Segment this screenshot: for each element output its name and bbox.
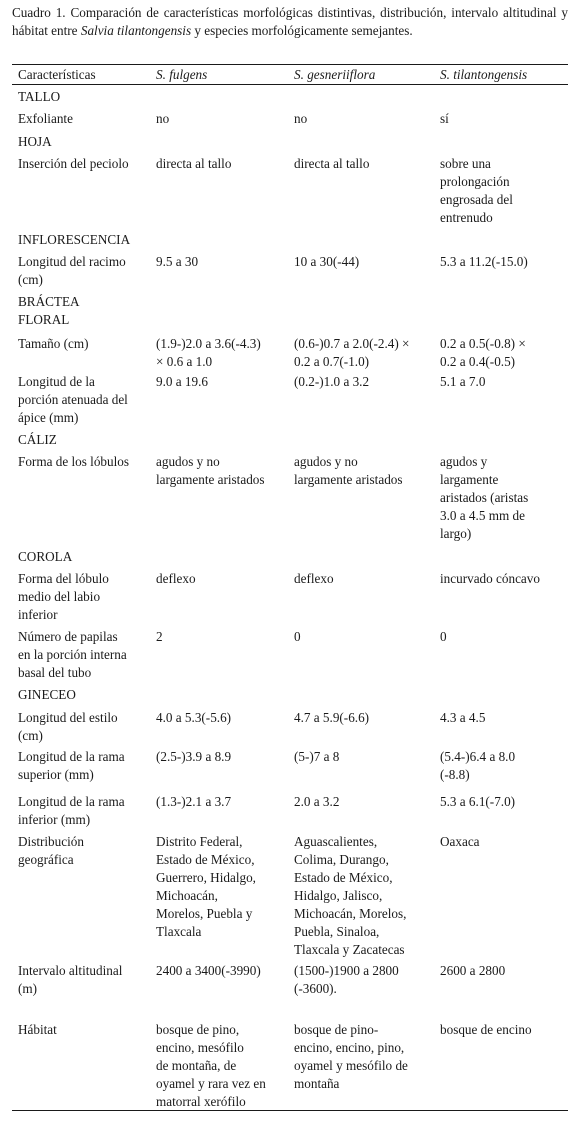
- table-cell: [156, 748, 231, 766]
- cell-line: (-8.8): [440, 767, 470, 782]
- row-label-cell: [18, 453, 129, 471]
- table-cell: [294, 570, 334, 588]
- section-heading: [18, 293, 80, 329]
- table-cell: [294, 253, 359, 271]
- table-cell: [440, 793, 515, 811]
- cell-line: Tlaxcala: [156, 924, 202, 939]
- caption-species: Salvia tilantongensis: [80, 23, 192, 38]
- cell-line: directa al tallo: [294, 156, 370, 171]
- table-cell: [294, 628, 301, 646]
- cell-line: sí: [440, 111, 449, 126]
- table-cell: [294, 453, 403, 489]
- section-heading-line: HOJA: [18, 134, 52, 149]
- cell-line: Forma de los lóbulos: [18, 454, 129, 469]
- table-cell: [156, 628, 163, 646]
- cell-line: 0: [440, 629, 447, 644]
- section-heading-line: BRÁCTEA: [18, 294, 80, 309]
- section-heading: [18, 231, 130, 249]
- cell-line: (2.5-)3.9 a 8.9: [156, 749, 232, 764]
- cell-line: Distrito Federal,: [156, 834, 243, 849]
- cell-line: sobre una: [440, 156, 491, 171]
- cell-line: Longitud del estilo: [18, 710, 118, 725]
- row-label-cell: [18, 793, 125, 829]
- cell-line: 4.7 a 5.9(-6.6): [294, 710, 370, 725]
- table-cell: [294, 833, 406, 959]
- cell-line: engrosada del: [440, 192, 513, 207]
- table-cell: [156, 962, 261, 980]
- cell-line: 3.0 a 4.5 mm de: [440, 508, 525, 523]
- cell-line: Hidalgo, Jalisco,: [294, 888, 383, 903]
- caption-prefix: Cuadro 1. Comparación de características morfológicas distintivas, distribución, intervalo altitudinal y hábitat entre: [12, 5, 568, 38]
- table-cell: [156, 1021, 266, 1111]
- table-cell: [294, 709, 369, 727]
- cell-line: largamente aristados: [294, 472, 403, 487]
- header-s-gesneriiflora: S. gesneriiflora: [294, 67, 376, 82]
- section-heading: [18, 548, 72, 566]
- cell-line: Longitud de la: [18, 374, 95, 389]
- cell-line: (cm): [18, 728, 43, 743]
- table-cell: [156, 110, 169, 128]
- cell-line: Puebla, Sinaloa,: [294, 924, 380, 939]
- cell-line: (0.6-)0.7 a 2.0(-2.4) ×: [294, 336, 410, 351]
- cell-line: (1.3-)2.1 a 3.7: [156, 794, 232, 809]
- table-caption: [12, 4, 568, 40]
- row-label-cell: [18, 253, 126, 289]
- cell-line: 0: [294, 629, 301, 644]
- table-cell: [440, 628, 447, 646]
- cell-line: 2400 a 3400(-3990): [156, 963, 261, 978]
- cell-line: oyamel y rara vez en: [156, 1076, 266, 1091]
- table-cell: [440, 335, 526, 371]
- cell-line: directa al tallo: [156, 156, 232, 171]
- table-cell: [440, 1021, 532, 1039]
- cell-line: Longitud de la rama: [18, 794, 125, 809]
- cell-line: 2600 a 2800: [440, 963, 506, 978]
- section-heading-line: TALLO: [18, 89, 61, 104]
- cell-line: (0.2-)1.0 a 3.2: [294, 374, 370, 389]
- cell-line: superior (mm): [18, 767, 94, 782]
- row-label-cell: [18, 335, 88, 353]
- cell-line: 5.3 a 6.1(-7.0): [440, 794, 516, 809]
- cell-line: largamente: [440, 472, 499, 487]
- cell-line: largamente aristados: [156, 472, 265, 487]
- table-cell: [156, 373, 208, 391]
- cell-line: agudos y: [440, 454, 488, 469]
- cell-line: Inserción del peciolo: [18, 156, 129, 171]
- table-bottom-rule: [12, 1110, 568, 1111]
- table-cell: [440, 833, 480, 851]
- table-cell: [156, 833, 256, 941]
- cell-line: Guerrero, Hidalgo,: [156, 870, 256, 885]
- cell-line: Michoacán,: [156, 888, 218, 903]
- section-heading: [18, 133, 52, 151]
- cell-line: matorral xerófilo: [156, 1094, 246, 1109]
- cell-line: incurvado cóncavo: [440, 571, 540, 586]
- cell-line: Longitud de la rama: [18, 749, 125, 764]
- table-cell: [156, 335, 261, 371]
- table-cell: [156, 155, 231, 173]
- cell-line: Longitud del racimo: [18, 254, 126, 269]
- row-label-cell: [18, 962, 122, 998]
- table-cell: [294, 962, 399, 998]
- cell-line: (5.4-)6.4 a 8.0: [440, 749, 516, 764]
- table-top-rule: [12, 64, 568, 65]
- table-cell: [156, 570, 196, 588]
- table-cell: [294, 748, 339, 766]
- cell-line: Estado de México,: [294, 870, 393, 885]
- cell-line: (5-)7 a 8: [294, 749, 340, 764]
- cell-line: Oaxaca: [440, 834, 480, 849]
- table-cell: [294, 373, 369, 391]
- section-heading-line: INFLORESCENCIA: [18, 232, 131, 247]
- header-characteristics: Características: [18, 67, 96, 82]
- cell-line: Colima, Durango,: [294, 852, 389, 867]
- cell-line: Morelos, Puebla y: [156, 906, 253, 921]
- cell-line: ápice (mm): [18, 410, 79, 425]
- cell-line: de montaña, de: [156, 1058, 237, 1073]
- row-label-cell: [18, 628, 127, 682]
- cell-line: entrenudo: [440, 210, 493, 225]
- cell-line: bosque de encino: [440, 1022, 532, 1037]
- cell-line: oyamel y mesófilo de: [294, 1058, 408, 1073]
- cell-line: bosque de pino-: [294, 1022, 379, 1037]
- row-label-cell: [18, 373, 128, 427]
- row-label-cell: [18, 709, 118, 745]
- cell-line: agudos y no: [156, 454, 220, 469]
- cell-line: Aguascalientes,: [294, 834, 378, 849]
- table-cell: [440, 253, 528, 271]
- table-cell: [440, 453, 528, 543]
- cell-line: encino, mesófilo: [156, 1040, 244, 1055]
- table-cell: [294, 793, 339, 811]
- cell-line: (1500-)1900 a 2800: [294, 963, 399, 978]
- cell-line: (-3600).: [294, 981, 337, 996]
- table-cell: [294, 1021, 408, 1093]
- row-label-cell: [18, 1021, 57, 1039]
- cell-line: en la porción interna: [18, 647, 127, 662]
- cell-line: (cm): [18, 272, 43, 287]
- section-heading: [18, 88, 60, 106]
- section-heading-line: CÁLIZ: [18, 432, 57, 447]
- cell-line: prolongación: [440, 174, 510, 189]
- cell-line: Michoacán, Morelos,: [294, 906, 407, 921]
- row-label-cell: [18, 155, 129, 173]
- table-cell: [294, 155, 369, 173]
- cell-line: deflexo: [294, 571, 334, 586]
- table-cell: [156, 253, 198, 271]
- table-cell: [156, 709, 231, 727]
- cell-line: inferior: [18, 607, 58, 622]
- cell-line: montaña: [294, 1076, 340, 1091]
- cell-line: 10 a 30(-44): [294, 254, 360, 269]
- section-heading-line: COROLA: [18, 549, 73, 564]
- cell-line: 0.2 a 0.7(-1.0): [294, 354, 370, 369]
- cell-line: 9.5 a 30: [156, 254, 199, 269]
- cell-line: basal del tubo: [18, 665, 92, 680]
- cell-line: 4.3 a 4.5: [440, 710, 486, 725]
- cell-line: Estado de México,: [156, 852, 255, 867]
- header-rule: [12, 84, 568, 85]
- row-label-cell: [18, 110, 73, 128]
- cell-line: 5.1 a 7.0: [440, 374, 486, 389]
- table-cell: [440, 748, 515, 784]
- cell-line: 2.0 a 3.2: [294, 794, 340, 809]
- table-cell: [294, 110, 307, 128]
- cell-line: Distribución: [18, 834, 84, 849]
- cell-line: bosque de pino,: [156, 1022, 240, 1037]
- cell-line: 9.0 a 19.6: [156, 374, 209, 389]
- cell-line: Exfoliante: [18, 111, 73, 126]
- cell-line: agudos y no: [294, 454, 358, 469]
- cell-line: largo): [440, 526, 472, 541]
- cell-line: deflexo: [156, 571, 196, 586]
- cell-line: geográfica: [18, 852, 74, 867]
- table-cell: [294, 335, 409, 371]
- cell-line: porción atenuada del: [18, 392, 128, 407]
- caption-suffix: y especies morfológicamente semejantes.: [191, 23, 413, 38]
- cell-line: 0.2 a 0.5(-0.8) ×: [440, 336, 526, 351]
- cell-line: Hábitat: [18, 1022, 57, 1037]
- table-cell: [156, 453, 265, 489]
- header-s-fulgens: S. fulgens: [156, 67, 208, 82]
- table-cell: [440, 155, 513, 227]
- table-cell: [440, 709, 485, 727]
- section-heading: [18, 431, 57, 449]
- row-label-cell: [18, 570, 109, 624]
- section-heading: [18, 686, 76, 704]
- table-cell: [440, 110, 449, 128]
- cell-line: 0.2 a 0.4(-0.5): [440, 354, 516, 369]
- section-heading-line: GINECEO: [18, 687, 76, 702]
- table-cell: [440, 373, 485, 391]
- table-cell: [156, 793, 231, 811]
- cell-line: Número de papilas: [18, 629, 118, 644]
- table-cell: [440, 962, 505, 980]
- cell-line: no: [156, 111, 170, 126]
- cell-line: (m): [18, 981, 38, 996]
- cell-line: 4.0 a 5.3(-5.6): [156, 710, 232, 725]
- section-heading-line: FLORAL: [18, 312, 70, 327]
- header-s-tilantongensis: S. tilantongensis: [440, 67, 528, 82]
- cell-line: × 0.6 a 1.0: [156, 354, 213, 369]
- cell-line: Forma del lóbulo: [18, 571, 109, 586]
- cell-line: 2: [156, 629, 163, 644]
- cell-line: no: [294, 111, 308, 126]
- cell-line: Tlaxcala y Zacatecas: [294, 942, 405, 957]
- cell-line: medio del labio: [18, 589, 101, 604]
- table-cell: [440, 570, 540, 588]
- row-label-cell: [18, 748, 125, 784]
- cell-line: encino, encino, pino,: [294, 1040, 405, 1055]
- cell-line: Tamaño (cm): [18, 336, 89, 351]
- cell-line: (1.9-)2.0 a 3.6(-4.3): [156, 336, 261, 351]
- cell-line: aristados (aristas: [440, 490, 529, 505]
- cell-line: inferior (mm): [18, 812, 91, 827]
- cell-line: Intervalo altitudinal: [18, 963, 123, 978]
- row-label-cell: [18, 833, 84, 869]
- cell-line: 5.3 a 11.2(-15.0): [440, 254, 528, 269]
